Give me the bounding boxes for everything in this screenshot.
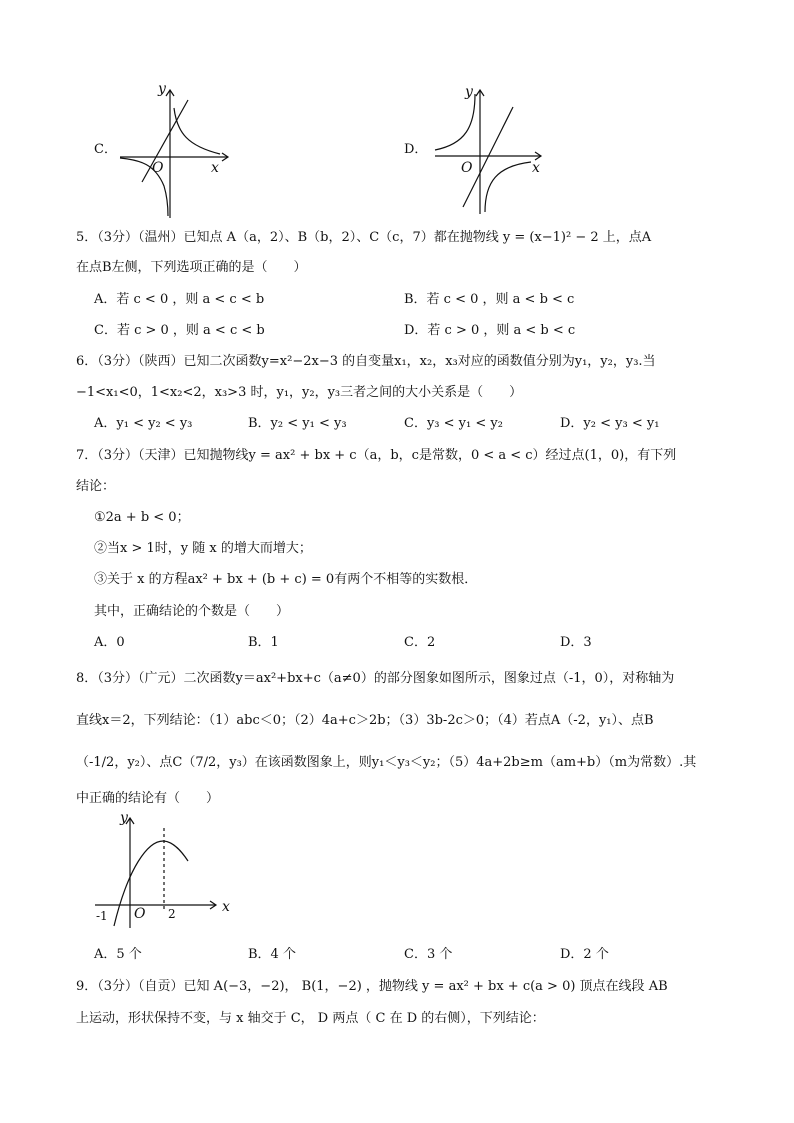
tick-neg1: -1 [96,909,108,923]
q8-line3: （-1/2，y₂）、点C（7/2，y₃）在该函数图象上，则y₁＜y₃＜y₂；（5）4a+2b≥m（am+b）（m为常数）.其 [76,755,697,770]
q7-line2: 结论： [76,479,116,494]
q5-option-a: A．若 c < 0 ，则 a < c < b [94,292,265,307]
option-c-label: C． [94,142,117,157]
q8-line2: 直线x＝2，下列结论：（1）abc＜0；（2）4a+c＞2b；（3）3b-2c＞0；（4）若点A（-2，y₁）、点B [76,713,654,728]
q7-option-c: C．2 [404,635,436,650]
q6-option-a: A．y₁ < y₂ < y₃ [94,416,193,431]
x-axis-label: x [211,160,219,176]
q8-option-d: D．2 个 [560,947,609,962]
q6-line2: −1<x₁<0，1<x₂<2，x₃>3 时，y₁，y₂，y₃三者之间的大小关系是（ ） [76,385,523,400]
origin-label: O [461,160,473,176]
q7-line1: 7．（3分）（天津）已知抛物线y = ax² + bx + c（a，b，c是常数，0 < a < c）经过点(1，0)，有下列 [76,448,677,463]
x-axis-label: x [222,899,230,915]
origin-label: O [152,160,164,176]
q5-line2: 在点B左侧，下列选项正确的是（ ） [76,260,307,275]
origin-label: O [134,906,146,922]
q9-line1: 9．（3分）（自贡）已知 A(−3，−2)， B(1，−2) ，抛物线 y = ax² + bx + c(a > 0) 顶点在线段 AB [76,979,668,994]
q6-option-b: B．y₂ < y₁ < y₃ [248,416,347,431]
option-d-label: D． [404,142,428,157]
q5-option-b: B．若 c < 0 ，则 a < b < c [404,292,575,307]
q5-line1: 5．（3分）（温州）已知点 A（a，2）、B（b，2）、C（c，7）都在抛物线 y = (x−1)² − 2 上，点A [76,230,652,245]
q6-line1: 6．（3分）（陕西）已知二次函数y=x²−2x−3 的自变量x₁，x₂，x₃对应的函数值分别为y₁，y₂，y₃.当 [76,354,656,369]
q6-option-d: D．y₂ < y₃ < y₁ [560,416,660,431]
q5-option-c: C．若 c > 0 ，则 a < c < b [94,323,265,338]
q6-option-c: C．y₃ < y₁ < y₂ [404,416,503,431]
q7-option-a: A．0 [94,635,125,650]
x-axis-label: x [532,160,540,176]
q8-option-c: C．3 个 [404,947,453,962]
q7-option-d: D．3 [560,635,592,650]
q7-statement-1: ①2a + b < 0； [94,510,190,525]
tick-2: 2 [168,907,176,921]
q7-statement-2: ②当x > 1时，y 随 x 的增大而增大； [94,541,312,556]
q8-line1: 8．（3分）（广元）二次函数y＝ax²+bx+c（a≠0）的部分图象如图所示，图象过点（-1，0），对称轴为 [76,671,675,686]
y-axis-label: y [158,81,166,97]
graph-d [425,82,550,217]
q7-option-b: B．1 [248,635,279,650]
y-axis-label: y [120,810,128,826]
graph-q8 [90,808,240,933]
q9-line2: 上运动，形状保持不变，与 x 轴交于 C， D 两点（ C 在 D 的右侧），下列结论： [76,1011,545,1026]
y-axis-label: y [465,84,473,100]
q8-line4: 中正确的结论有（ ） [76,791,220,806]
q8-option-a: A．5 个 [94,947,142,962]
q7-statement-3: ③关于 x 的方程ax² + bx + (b + c) = 0有两个不相等的实数根． [94,572,478,587]
q7-ask: 其中，正确结论的个数是（ ） [94,604,290,619]
q5-option-d: D．若 c > 0 ，则 a < b < c [404,323,576,338]
graph-c [110,78,240,223]
q8-option-b: B．4 个 [248,947,296,962]
